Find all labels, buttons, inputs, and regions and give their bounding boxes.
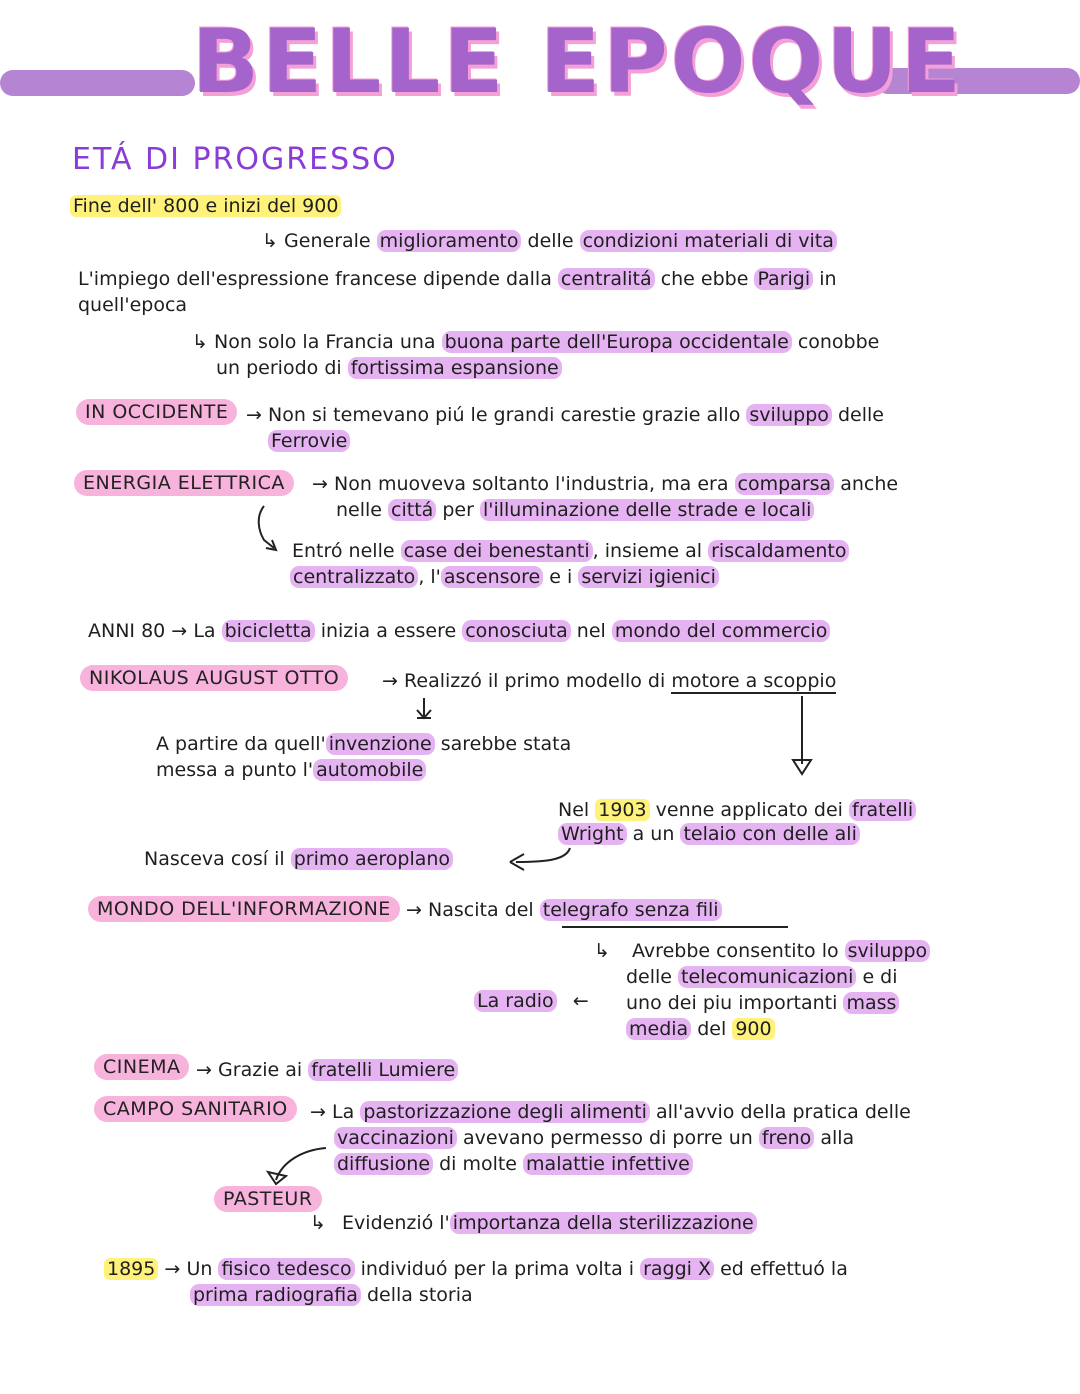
highlight: fratelli Lumiere (308, 1059, 458, 1081)
highlight: miglioramento (377, 230, 522, 252)
energia-line-2 (336, 497, 814, 523)
arrow-right-icon: → (406, 899, 422, 921)
text: nel (576, 620, 606, 642)
highlight: centralitá (558, 268, 655, 290)
highlight: fratelli (849, 799, 916, 821)
sanitario-line-3 (334, 1151, 693, 1177)
highlight: servizi igienici (578, 566, 719, 588)
sanitario-line-1 (310, 1099, 911, 1125)
highlight: malattie infettive (523, 1153, 693, 1175)
highlight: mass (843, 992, 899, 1014)
curved-down-left-arrow-icon (262, 1144, 332, 1188)
divider-line (560, 924, 790, 930)
highlight: invenzione (326, 733, 435, 755)
year-highlight: 900 (732, 1018, 774, 1040)
raggix-line-1 (104, 1256, 848, 1282)
text: di molte (439, 1153, 517, 1175)
highlight: prima radiografia (190, 1284, 361, 1306)
automobile-line-2 (156, 757, 426, 783)
otto-line (382, 668, 836, 694)
text: un periodo di (216, 357, 342, 379)
text: Nasceva cosí il (144, 848, 285, 870)
curved-arrow-icon: ↳ (310, 1212, 326, 1234)
informazione-line (406, 897, 722, 923)
intro-paragraph-line-2 (78, 292, 187, 318)
text: all'avvio della pratica delle (655, 1101, 911, 1123)
text: , l' (418, 566, 441, 588)
intro-sub-line-2 (216, 355, 562, 381)
curved-down-arrow-icon (252, 504, 282, 552)
raggix-line-2 (190, 1282, 473, 1308)
intro-sub-line-1 (192, 329, 879, 355)
arrow-left-icon: ← (572, 990, 589, 1012)
arrow-right-icon: → (312, 473, 328, 495)
highlight: bicicletta (222, 620, 315, 642)
text: La (193, 620, 216, 642)
radio-line (474, 988, 589, 1014)
text: del (697, 1018, 727, 1040)
highlight: diffusione (334, 1153, 433, 1175)
text: nelle (336, 499, 382, 521)
period-highlight: Fine dell' 800 e inizi del 900 (70, 195, 341, 217)
arrow-right-icon: → (382, 670, 398, 692)
highlight: Parigi (754, 268, 813, 290)
text: L'impiego dell'espressione francese dipende dalla (78, 268, 552, 290)
tag-in-occidente: IN OCCIDENTE (76, 399, 237, 425)
tag-nikolaus-august-otto: NIKOLAUS AUGUST OTTO (80, 665, 348, 691)
info-branch-line-4 (626, 1016, 775, 1042)
pasteur-line (310, 1210, 757, 1236)
text: della storia (366, 1284, 473, 1306)
text: delle (837, 404, 884, 426)
text: individuó per la prima volta i (360, 1258, 635, 1280)
highlight: Wright (558, 823, 627, 845)
text: Entró nelle (292, 540, 395, 562)
occidente-line-1 (246, 402, 884, 428)
highlight: mondo del commercio (612, 620, 831, 642)
text: a un (632, 823, 675, 845)
wright-line-1 (558, 797, 916, 823)
highlight: importanza della sterilizzazione (450, 1212, 757, 1234)
aeroplano-line (144, 846, 453, 872)
highlight: La radio (474, 990, 557, 1012)
arrow-right-icon: → (164, 1258, 181, 1280)
text: Non solo la Francia una (214, 331, 436, 353)
highlight: ascensore (441, 566, 543, 588)
occidente-line-2 (268, 428, 350, 454)
long-arrow-down-icon (790, 694, 814, 778)
year-highlight: 1895 (104, 1258, 158, 1280)
highlight: condizioni materiali di vita (580, 230, 837, 252)
highlight: case dei benestanti (401, 540, 593, 562)
highlight: riscaldamento (708, 540, 849, 562)
highlight: centralizzato (290, 566, 418, 588)
text: inizia a essere (320, 620, 457, 642)
anni80-line (88, 618, 830, 644)
highlight: telaio con delle ali (680, 823, 859, 845)
text: in (819, 268, 837, 290)
highlight: telegrafo senza fili (540, 899, 722, 921)
text: delle (626, 966, 672, 988)
text: conobbe (797, 331, 880, 353)
intro-paragraph-line-1 (78, 266, 837, 292)
automobile-line-1 (156, 731, 571, 757)
info-branch-line-2 (626, 964, 898, 990)
text: che ebbe (660, 268, 749, 290)
tag-campo-sanitario: CAMPO SANITARIO (94, 1096, 297, 1122)
text: Realizzó il primo modello di (404, 670, 666, 692)
text: ed effettuó la (720, 1258, 848, 1280)
highlight: l'illuminazione delle strade e locali (480, 499, 814, 521)
arrow-down-icon (414, 696, 434, 722)
text: Avrebbe consentito lo (632, 940, 839, 962)
text: Un (186, 1258, 213, 1280)
highlight: telecomunicazioni (678, 966, 856, 988)
highlight: sviluppo (845, 940, 931, 962)
arrow-right-icon: → (246, 404, 262, 426)
text: per (442, 499, 474, 521)
highlight: media (626, 1018, 691, 1040)
curved-left-arrow-icon (506, 844, 576, 872)
text: Evidenzió l' (342, 1212, 450, 1234)
text: Non muoveva soltanto l'industria, ma era (334, 473, 729, 495)
highlight-underlined: motore a scoppio (671, 670, 837, 692)
text: Nascita del (428, 899, 534, 921)
text: A partire da quell' (156, 733, 326, 755)
text: La (332, 1101, 355, 1123)
arrow-right-icon: → (196, 1059, 212, 1081)
text: e i (549, 566, 573, 588)
sanitario-line-2 (334, 1125, 854, 1151)
highlight: cittá (388, 499, 436, 521)
highlight: vaccinazioni (334, 1127, 457, 1149)
highlight: freno (759, 1127, 814, 1149)
info-branch-line-3 (626, 990, 899, 1016)
highlight: comparsa (735, 473, 835, 495)
highlight: raggi X (640, 1258, 714, 1280)
page-subtitle: ETÁ DI PROGRESSO (72, 142, 398, 177)
cinema-line (196, 1057, 458, 1083)
text: messa a punto l' (156, 759, 314, 781)
text: sarebbe stata (440, 733, 572, 755)
text: anche (840, 473, 899, 495)
text: venne applicato dei (655, 799, 843, 821)
curved-arrow-icon: ↳ (262, 230, 278, 252)
tag-anni-80: ANNI 80 (88, 620, 166, 642)
energia-branch-line-1 (292, 538, 849, 564)
intro-line-1 (262, 228, 837, 254)
tag-energia-elettrica: ENERGIA ELETTRICA (74, 470, 294, 496)
text: alla (820, 1127, 855, 1149)
tag-cinema: CINEMA (94, 1054, 189, 1080)
text: avevano permesso di porre un (463, 1127, 753, 1149)
highlight: automobile (313, 759, 426, 781)
text: e di (862, 966, 898, 988)
curved-arrow-icon: ↳ (192, 331, 208, 353)
title-bar-left (0, 70, 195, 96)
highlight: primo aeroplano (291, 848, 453, 870)
highlight: buona parte dell'Europa occidentale (442, 331, 792, 353)
highlight: fisico tedesco (218, 1258, 354, 1280)
highlight: Ferrovie (268, 430, 350, 452)
text: Generale (284, 230, 371, 252)
text: delle (527, 230, 574, 252)
energia-branch-line-2 (290, 564, 719, 590)
text: uno dei piu importanti (626, 992, 838, 1014)
text: Grazie ai (218, 1059, 303, 1081)
text: quell'epoca (78, 294, 188, 316)
text: , insieme al (592, 540, 703, 562)
arrow-right-icon: → (171, 620, 188, 642)
text: Non si temevano piú le grandi carestie grazie allo (268, 404, 741, 426)
year-highlight: 1903 (595, 799, 649, 821)
info-branch-line-1 (594, 938, 930, 964)
highlight: pastorizzazione degli alimenti (360, 1101, 650, 1123)
text: Nel (558, 799, 590, 821)
tag-pasteur: PASTEUR (214, 1186, 322, 1212)
page-title: BELLE EPOQUE (192, 10, 964, 113)
tag-mondo-informazione: MONDO DELL'INFORMAZIONE (88, 896, 400, 922)
wright-line-2 (558, 821, 860, 847)
curved-arrow-icon: ↳ (594, 940, 610, 962)
arrow-right-icon: → (310, 1101, 326, 1123)
highlight: sviluppo (746, 404, 832, 426)
energia-line-1 (312, 471, 898, 497)
period-line (70, 193, 341, 219)
highlight: conosciuta (462, 620, 571, 642)
highlight: fortissima espansione (348, 357, 562, 379)
